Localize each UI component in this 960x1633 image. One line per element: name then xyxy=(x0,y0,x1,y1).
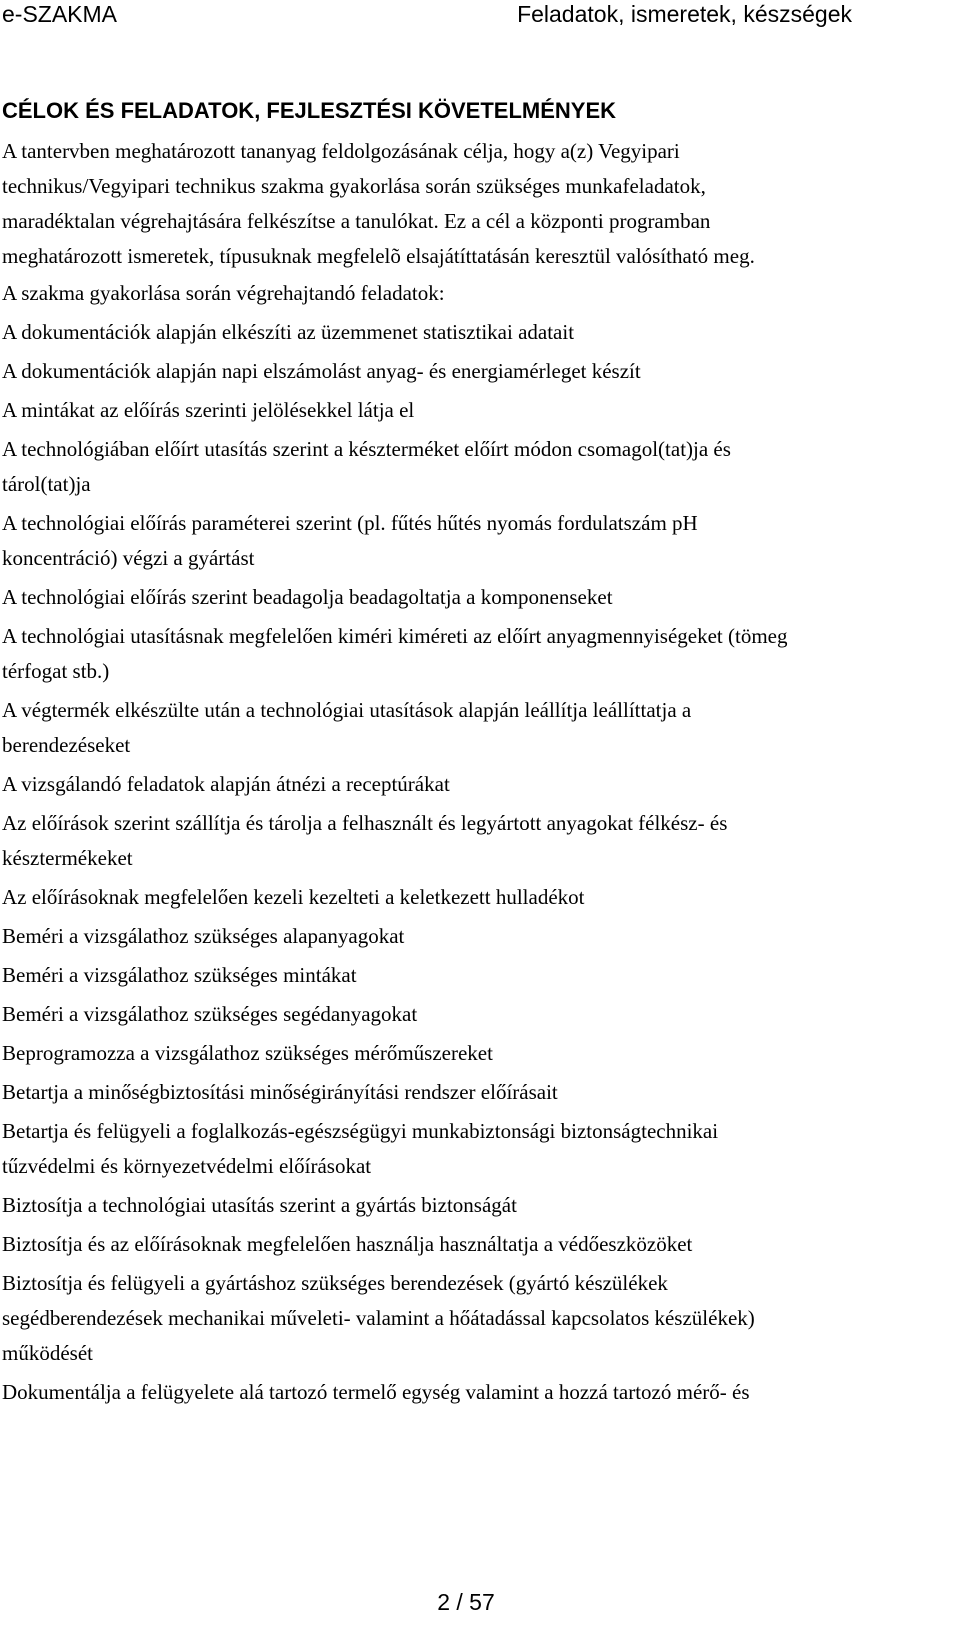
task-item-text: segédberendezések mechanikai műveleti- valamint a hőátadással kapcsolatos készülékek) xyxy=(2,1306,755,1330)
tasks-label: A szakma gyakorlása során végrehajtandó feladatok: xyxy=(2,281,445,305)
task-item xyxy=(2,354,957,389)
task-item-text: A vizsgálandó feladatok alapján átnézi a receptúrákat xyxy=(2,772,450,796)
section-title: CÉLOK ÉS FELADATOK, FEJLESZTÉSI KÖVETELMÉNYEK xyxy=(2,98,617,123)
task-item xyxy=(2,1227,957,1262)
page-number: 2 / 57 xyxy=(437,1589,495,1615)
intro-line: meghatározott ismeretek, típusuknak megfelelõ elsajátíttatásán keresztül valósítható meg. xyxy=(2,244,755,268)
intro-line: technikus/Vegyipari technikus szakma gyakorlása során szükséges munkafeladatok, xyxy=(2,174,706,198)
intro-line: maradéktalan végrehajtására felkészítse a tanulókat. Ez a cél a központi programban xyxy=(2,209,711,233)
task-item xyxy=(2,393,957,428)
task-item xyxy=(2,767,957,802)
task-item-text: A végtermék elkészülte után a technológiai utasítások alapján leállítja leállíttatja a xyxy=(2,698,692,722)
task-item-text: Biztosítja és felügyeli a gyártáshoz szükséges berendezések (gyártó készülékek xyxy=(2,1271,668,1295)
task-item-text: koncentráció) végzi a gyártást xyxy=(2,546,255,570)
task-item xyxy=(2,1266,957,1371)
task-item xyxy=(2,806,957,876)
task-item-text: A technológiai előírás szerint beadagolja beadagoltatja a komponenseket xyxy=(2,585,613,609)
task-item-text: Biztosítja és az előírásoknak megfelelően használja használtatja a védőeszközöket xyxy=(2,1232,693,1256)
header-section-name: Feladatok, ismeretek, készségek xyxy=(517,1,852,27)
task-item xyxy=(2,997,957,1032)
task-item-text: berendezéseket xyxy=(2,733,131,757)
task-item xyxy=(2,880,957,915)
task-item xyxy=(2,958,957,993)
task-item-text: késztermékeket xyxy=(2,846,133,870)
task-item-text: A mintákat az előírás szerinti jelölésekkel látja el xyxy=(2,398,415,422)
page-header xyxy=(0,0,952,28)
task-item-text: A technológiai előírás paraméterei szerint (pl. fűtés hűtés nyomás fordulatszám pH xyxy=(2,511,698,535)
task-item xyxy=(2,506,957,576)
task-item xyxy=(2,1375,957,1410)
task-item-text: Betartja és felügyeli a foglalkozás-egészségügyi munkabiztonsági biztonságtechnikai xyxy=(2,1119,719,1143)
page-content xyxy=(2,96,957,1414)
task-item-text: A dokumentációk alapján elkészíti az üzemmenet statisztikai adatait xyxy=(2,320,575,344)
task-item-text: Dokumentálja a felügyelete alá tartozó termelő egység valamint a hozzá tartozó mérő- és xyxy=(2,1380,750,1404)
task-item xyxy=(2,693,957,763)
task-item xyxy=(2,1036,957,1071)
task-item-text: Az előírások szerint szállítja és tárolja a felhasznált és legyártott anyagokat félkész- és xyxy=(2,811,728,835)
task-item-text: Beprogramozza a vizsgálathoz szükséges mérőműszereket xyxy=(2,1041,493,1065)
task-item-text: A technológiában előírt utasítás szerint a készterméket előírt módon csomagol(tat)ja és xyxy=(2,437,731,461)
task-item-text: tárol(tat)ja xyxy=(2,472,91,496)
task-item-text: Beméri a vizsgálathoz szükséges alapanyagokat xyxy=(2,924,405,948)
task-item-text: A dokumentációk alapján napi elszámolást anyag- és energiamérleget készít xyxy=(2,359,641,383)
task-item xyxy=(2,432,957,502)
task-item-text: Az előírásoknak megfelelően kezeli kezelteti a keletkezett hulladékot xyxy=(2,885,585,909)
task-item xyxy=(2,1188,957,1223)
task-item-text: Beméri a vizsgálathoz szükséges segédanyagokat xyxy=(2,1002,418,1026)
task-item-text: tűzvédelmi és környezetvédelmi előírásokat xyxy=(2,1154,372,1178)
task-list xyxy=(2,315,957,1410)
task-item xyxy=(2,1114,957,1184)
task-item xyxy=(2,1075,957,1110)
task-item-text: Beméri a vizsgálathoz szükséges mintákat xyxy=(2,963,357,987)
task-item-text: Biztosítja a technológiai utasítás szerint a gyártás biztonságát xyxy=(2,1193,517,1217)
intro-line: A tantervben meghatározott tananyag feldolgozásának célja, hogy a(z) Vegyipari xyxy=(2,139,680,163)
task-item-text: térfogat stb.) xyxy=(2,659,110,683)
task-item-text: Betartja a minőségbiztosítási minőségirányítási rendszer előírásait xyxy=(2,1080,558,1104)
page-footer xyxy=(0,1588,960,1616)
intro-paragraph xyxy=(2,134,957,274)
task-item xyxy=(2,315,957,350)
task-item xyxy=(2,919,957,954)
task-item-text: működését xyxy=(2,1341,93,1365)
task-item xyxy=(2,580,957,615)
task-item-text: A technológiai utasításnak megfelelően kiméri kiméreti az előírt anyagmennyiségeket (tömeg xyxy=(2,624,788,648)
task-item xyxy=(2,619,957,689)
header-site-name: e-SZAKMA xyxy=(2,1,118,27)
